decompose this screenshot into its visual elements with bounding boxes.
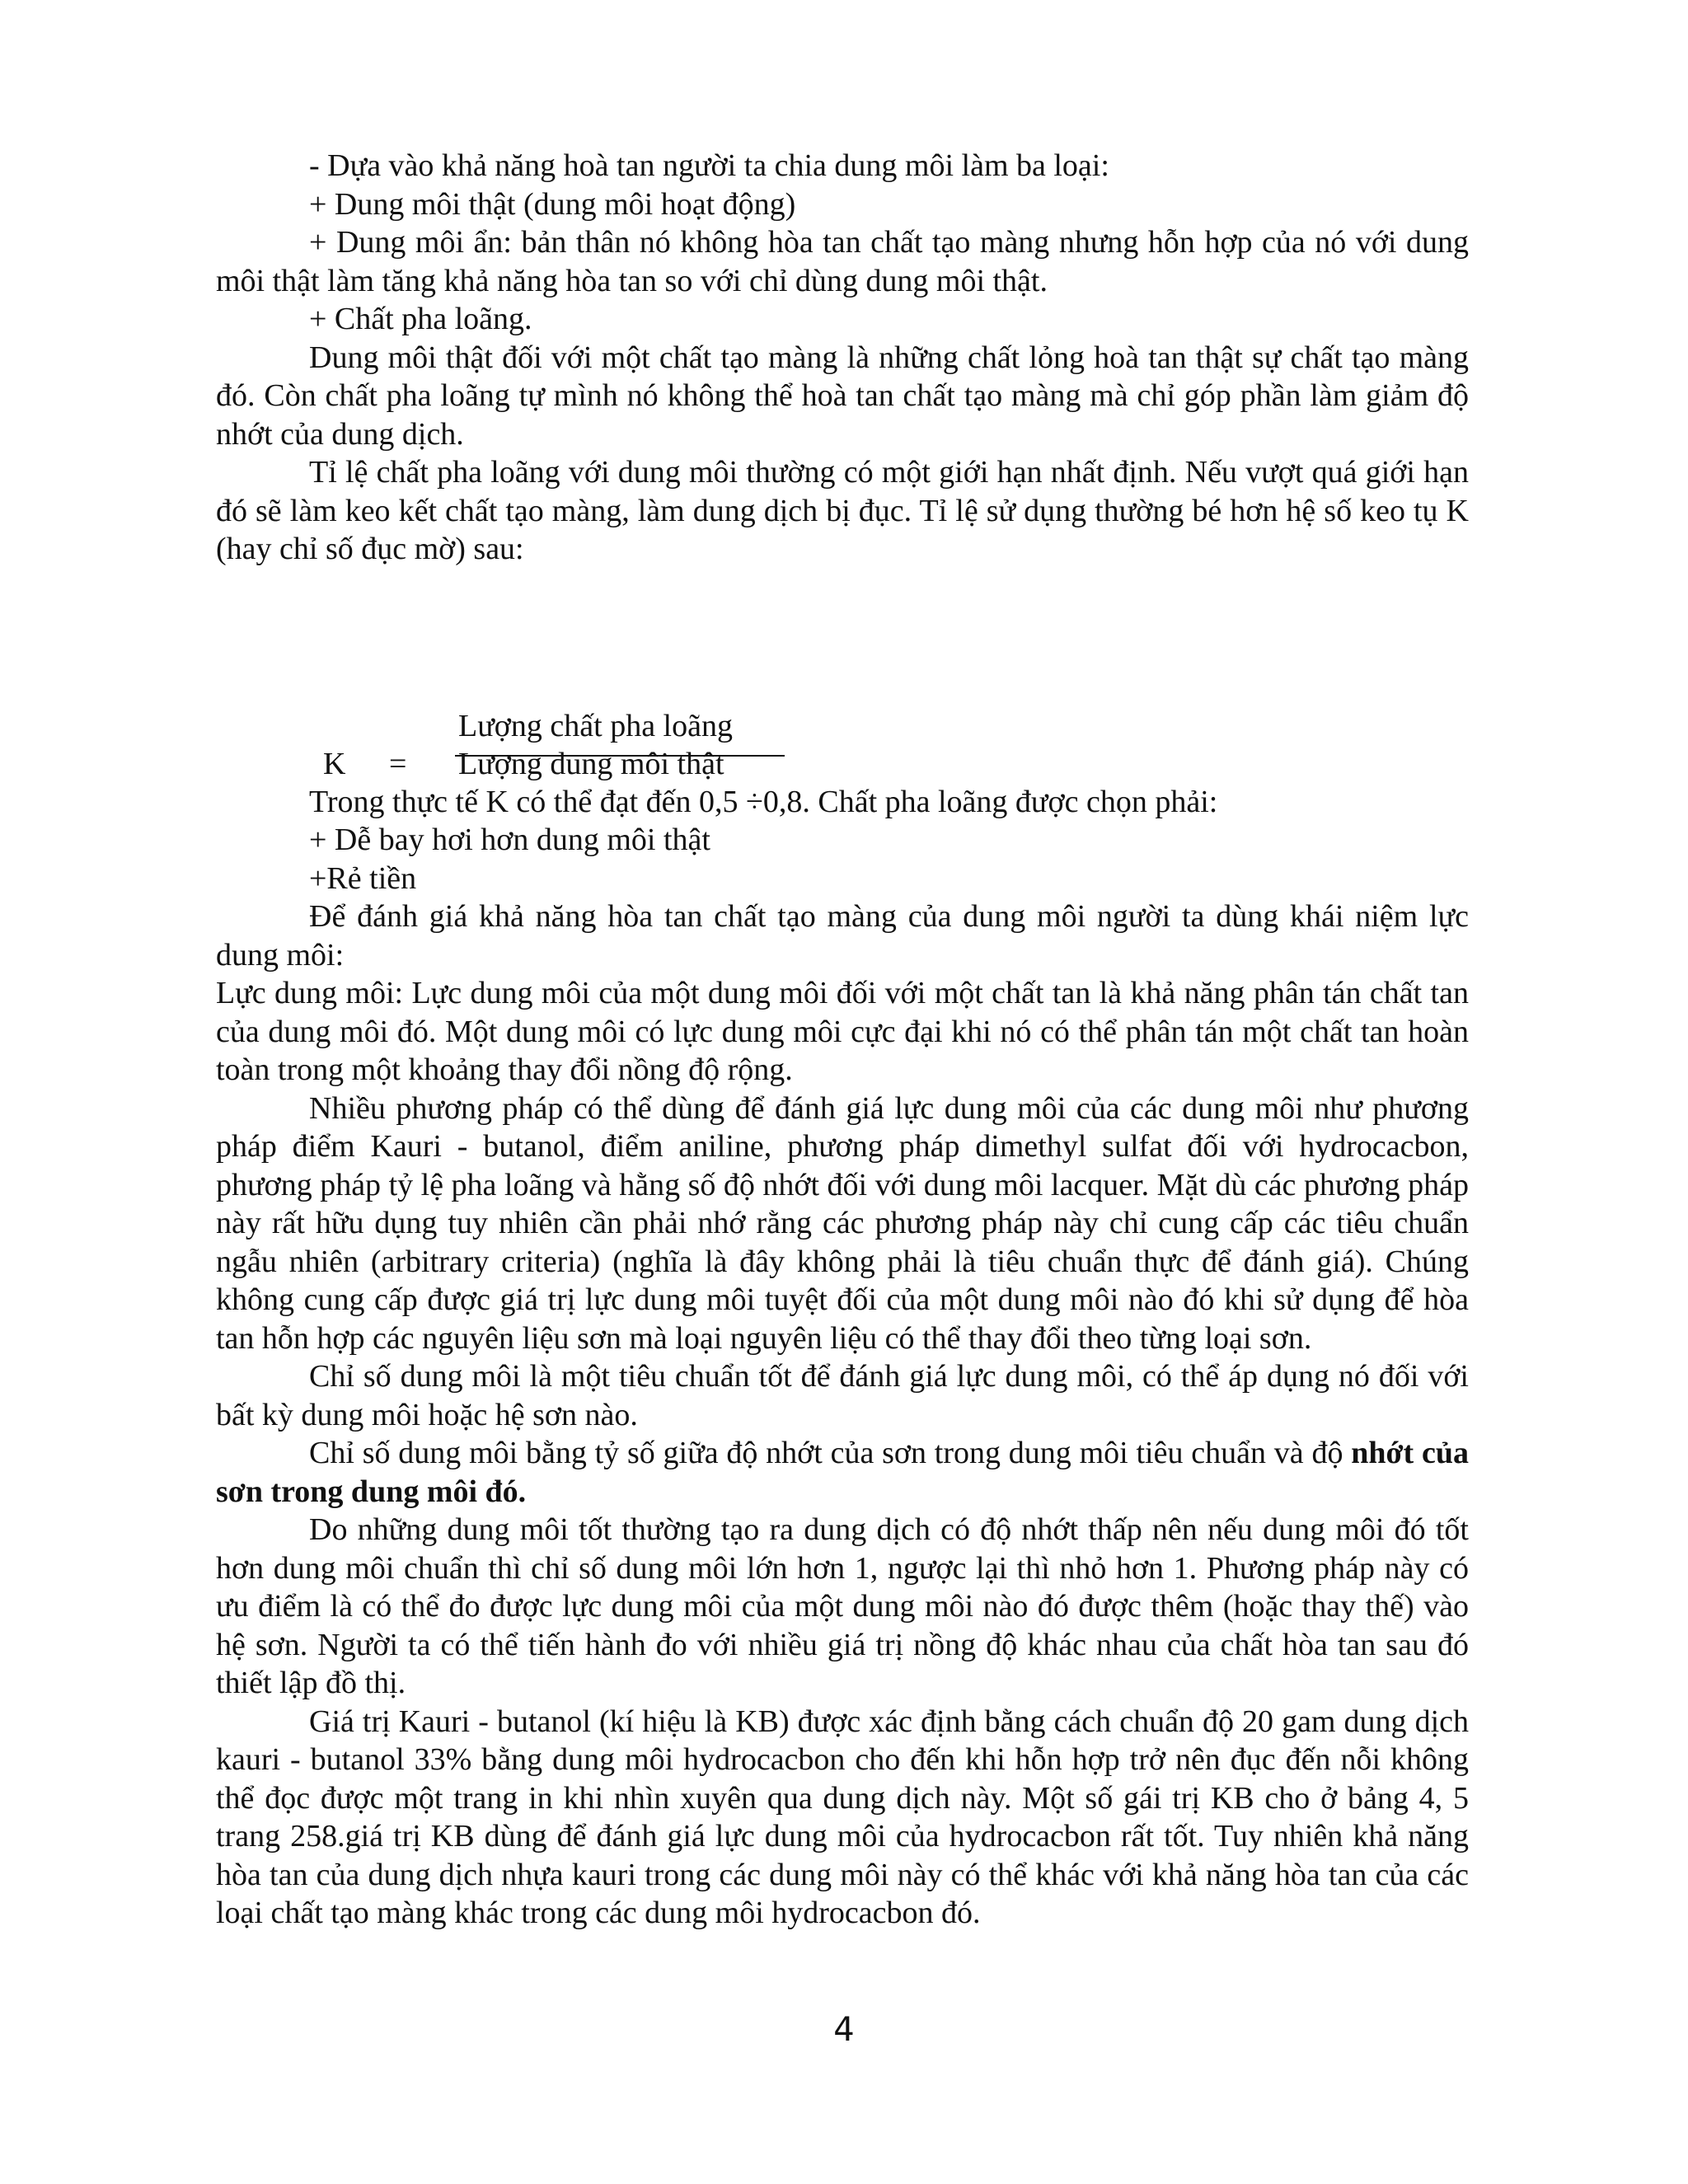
formula-k bbox=[216, 707, 1469, 783]
vertical-gap bbox=[216, 569, 1469, 707]
paragraph-evaporates-faster: + Dễ bay hơi hơn dung môi thật bbox=[309, 823, 710, 857]
paragraph-true-solvent-definition: Dung môi thật đối với một chất tạo màng là những chất lỏng hoà tan thật sự chất tạo màng đó. Còn chất pha loãng tự mình nó không thể hoà tan chất tạo màng mà chỉ góp phần làm giảm độ nhớt của dung dịch. bbox=[216, 340, 1469, 452]
ratio-text: Chỉ số dung môi bằng tỷ số giữa độ nhớt của sơn trong dung môi tiêu chuẩn và độ bbox=[309, 1436, 1352, 1470]
paragraph-evaluation-methods: Nhiều phương pháp có thể dùng để đánh giá lực dung môi của các dung môi như phương pháp điểm Kauri - butanol, điểm aniline, phương pháp dimethyl sulfat đối với hydrocacbon, phương pháp tỷ lệ pha loãng và hằng số độ nhớt đối với dung môi lacquer. Mặt dù các phương pháp này rất hữu dụng tuy nhiên cần phải nhớ rằng các phương pháp này chỉ cung cấp các tiêu chuẩn ngẫu nhiên (arbitrary criteria) (nghĩa là đây không phải là tiêu chuẩn thực để đánh giá). Chúng không cung cấp được giá trị lực dung môi tuyệt đối của một dung môi nào đó khi sử dụng để hòa tan hỗn hợp các nguyên liệu sơn mà loại nguyên liệu có thể thay đổi theo từng loại sơn. bbox=[216, 1090, 1469, 1356]
page-content bbox=[216, 147, 1469, 1933]
paragraph-solvent-index: Chỉ số dung môi là một tiêu chuẩn tốt để đánh giá lực dung môi, có thể áp dụng nó đối với bất kỳ dung môi hoặc hệ sơn nào. bbox=[216, 1359, 1469, 1432]
ratio-bold-text: nhớt của sơn trong dung môi đó. bbox=[216, 1436, 1470, 1509]
paragraph-cheap: +Rẻ tiền bbox=[309, 860, 417, 896]
paragraph-solvent-power-concept: Để đánh giá khả năng hòa tan chất tạo màng của dung môi người ta dùng khái niệm lực dung môi: bbox=[216, 899, 1469, 972]
formula-denominator: Lượng dung môi thật bbox=[458, 746, 724, 781]
paragraph-true-solvent: + Dung môi thật (dung môi hoạt động) bbox=[309, 186, 796, 222]
paragraph-solvent-index-ratio bbox=[216, 1434, 1469, 1511]
formula-numerator: Lượng chất pha loãng bbox=[458, 708, 733, 743]
page-number: 4 bbox=[833, 2011, 855, 2049]
paragraph-kauri-butanol: Giá trị Kauri - butanol (kí hiệu là KB) được xác định bằng cách chuẩn độ 20 gam dung dịch kauri - butanol 33% bằng dung môi hydrocacbon cho đến khi hỗn hợp trở nên đục đến nỗi không thể đọc được một trang in khi nhìn xuyên qua dung dịch này. Một số gái trị KB cho ở bảng 4, 5 trang 258.giá trị KB dùng để đánh giá lực dung môi của hydrocacbon rất tốt. Tuy nhiên khả năng hòa tan của dung dịch nhựa kauri trong các dung môi này có thể khác với khả năng hòa tan của các loại chất tạo màng khác trong các dung môi hydrocacbon đó. bbox=[216, 1704, 1469, 1930]
paragraph-k-range: Trong thực tế K có thể đạt đến 0,5 ÷0,8. Chất pha loãng được chọn phải: bbox=[309, 784, 1218, 819]
paragraph-dilution-ratio: Tỉ lệ chất pha loãng với dung môi thường có một giới hạn nhất định. Nếu vượt quá giới hạn đó sẽ làm keo kết chất tạo màng, làm dung dịch bị đục. Tỉ lệ sử dụng thường bé hơn hệ số keo tụ K (hay chỉ số đục mờ) sau: bbox=[216, 455, 1469, 566]
paragraph-solvent-types-intro: - Dựa vào khả năng hoà tan người ta chia dung môi làm ba loại: bbox=[309, 148, 1109, 183]
paragraph-latent-solvent: + Dung môi ẩn: bản thân nó không hòa tan chất tạo màng nhưng hỗn hợp của nó với dung môi thật làm tăng khả năng hòa tan so với chỉ dùng dung môi thật. bbox=[216, 225, 1469, 298]
formula-equals: = bbox=[389, 746, 407, 781]
paragraph-low-viscosity: Do những dung môi tốt thường tạo ra dung dịch có độ nhớt thấp nên nếu dung môi đó tốt hơn dung môi chuẩn thì chỉ số dung môi lớn hơn 1, ngược lại thì nhỏ hơn 1. Phương pháp này có ưu điểm là có thể đo được lực dung môi của một dung môi nào đó được thêm (hoặc thay thế) vào hệ sơn. Người ta có thể tiến hành đo với nhiều giá trị nồng độ khác nhau của chất hòa tan sau đó thiết lập đồ thị. bbox=[216, 1512, 1469, 1700]
paragraph-diluent: + Chất pha loãng. bbox=[309, 302, 532, 336]
formula-lhs: K bbox=[323, 746, 346, 781]
paragraph-solvent-power-definition: Lực dung môi: Lực dung môi của một dung môi đối với một chất tan là khả năng phân tán chất tan của dung môi đó. Một dung môi có lực dung môi cực đại khi nó có thể phân tán một chất tan hoàn toàn trong một khoảng thay đổi nồng độ rộng. bbox=[216, 976, 1469, 1087]
